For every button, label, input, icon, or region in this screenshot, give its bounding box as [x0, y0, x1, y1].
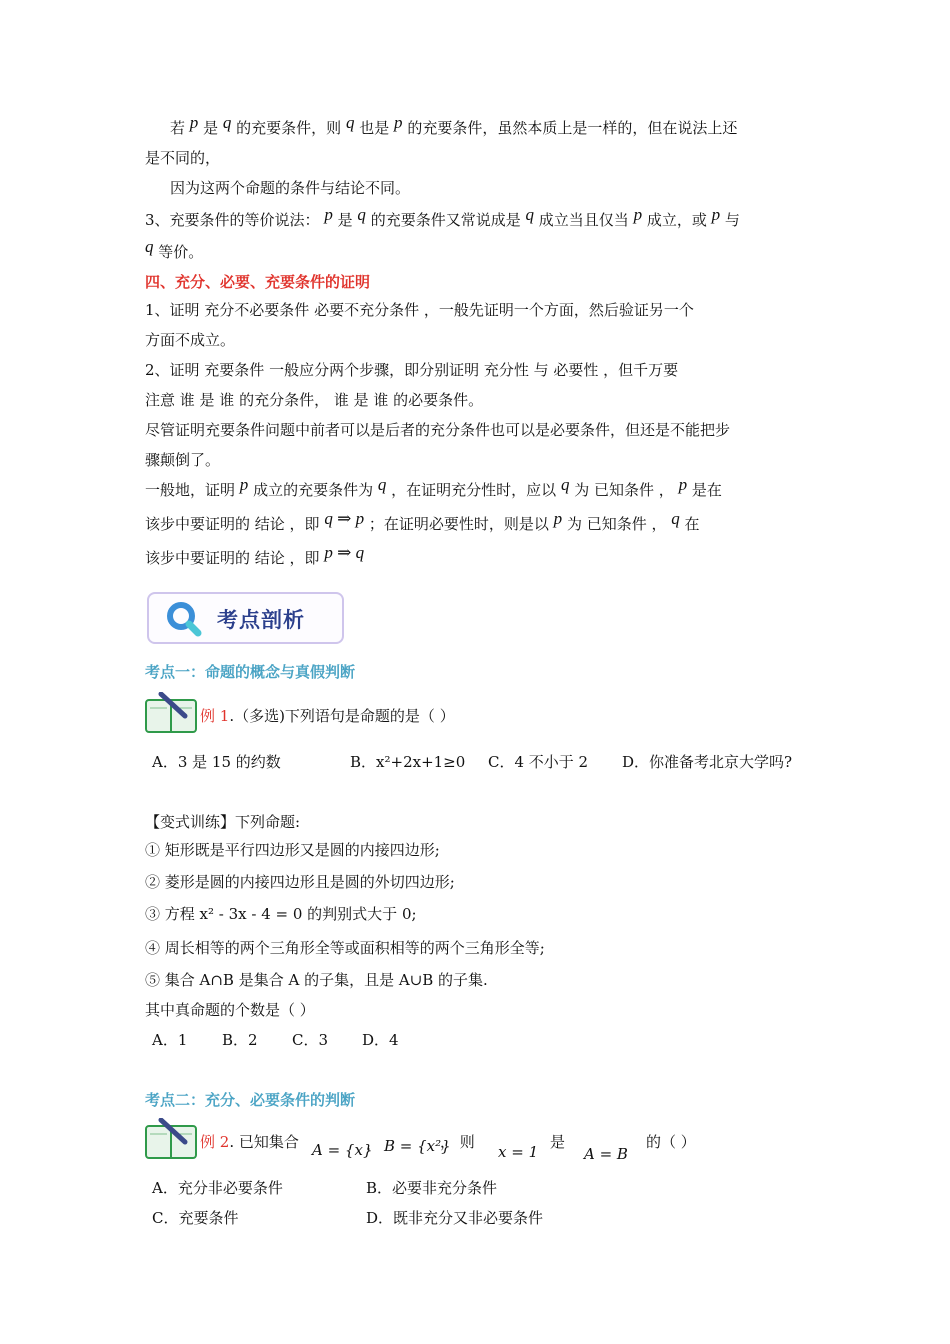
text: 的充要条件又常说成是	[370, 211, 521, 229]
badge-title: 考点剖析	[217, 608, 305, 632]
text-line: 骤颠倒了。	[145, 451, 221, 469]
text-line: 方面不成立。	[145, 331, 236, 349]
var-p: p	[633, 205, 643, 224]
var-q: q	[357, 205, 366, 224]
option-b: B．必要非充分条件	[366, 1179, 498, 1197]
text: 该步中要证明的 结论 ，即	[145, 515, 320, 533]
text: 的充要条件，则	[236, 119, 342, 137]
option-d: D．4	[362, 1031, 399, 1049]
text-line: 是不同的，	[145, 149, 221, 167]
option-a: A．充分非必要条件	[152, 1179, 283, 1197]
example-text: .（多选)下列语句是命题的是（ ）	[229, 707, 455, 725]
example-text: . 已知集合	[229, 1133, 299, 1151]
example-2	[200, 1132, 299, 1152]
set-b: B = {x²}	[384, 1137, 451, 1155]
kaodian-heading: 考点二：充分、必要条件的判断	[145, 1091, 356, 1109]
var-p: p	[394, 113, 403, 132]
text-line	[145, 543, 365, 568]
option-c: C．3	[292, 1031, 329, 1049]
text: 为 已知条件 ，	[574, 481, 674, 499]
var-q: q	[345, 113, 355, 132]
section-heading: 四、充分、必要、充要条件的证明	[145, 273, 371, 291]
example-1	[200, 706, 455, 726]
example-label: 例 2	[200, 1133, 230, 1151]
example-label: 例 1	[200, 707, 230, 725]
var-p: p	[711, 205, 721, 224]
text: 的充要条件，虽然本质上是一样的，但在说法上还	[407, 119, 738, 137]
search-icon	[165, 600, 203, 638]
condition: x = 1	[498, 1143, 539, 1161]
text: ， 则	[440, 1133, 475, 1151]
kaodian-heading: 考点一：命题的概念与真假判断	[145, 663, 356, 681]
var-q: q	[145, 237, 154, 256]
text-line	[145, 237, 204, 262]
implication: p ⇒ q	[324, 543, 365, 562]
text: 在	[684, 515, 700, 533]
option-d: D．你准备考北京大学吗?	[622, 753, 793, 771]
text-line: 1、证明 充分不必要条件 必要不充分条件 ，一般先证明一个方面，然后验证另一个	[145, 301, 694, 319]
book-pencil-icon	[145, 692, 197, 734]
var-p: p	[239, 475, 249, 494]
var-p: p	[553, 509, 563, 528]
text: 的（ ）	[646, 1133, 696, 1151]
text-line	[145, 475, 722, 500]
implication: q ⇒ p	[324, 509, 365, 528]
text: 是	[550, 1133, 566, 1151]
var-q: q	[525, 205, 534, 224]
text-line: 2、证明 充要条件 一般应分两个步骤，即分别证明 充分性 与 必要性 ，但千万要	[145, 361, 679, 379]
text: 若	[170, 119, 186, 137]
training-title: 【变式训练】下列命题:	[145, 813, 301, 831]
text-line	[170, 113, 738, 138]
text: ；在证明必要性时，则是以	[368, 515, 549, 533]
option-b: B．2	[222, 1031, 258, 1049]
text: 也是	[359, 119, 390, 137]
text-line: 尽管证明充要条件问题中前者可以是后者的充分条件也可以是必要条件，但还是不能把步	[145, 421, 731, 439]
option-c: C．4 不小于 2	[488, 753, 589, 771]
option-b: B．x²+2x+1≥0	[350, 753, 466, 771]
var-q: q	[560, 475, 570, 494]
text: 是	[203, 119, 219, 137]
list-item: ① 矩形既是平行四边形又是圆的内接四边形;	[145, 841, 440, 859]
var-p: p	[678, 475, 688, 494]
var-p: p	[189, 113, 199, 132]
var-p: p	[324, 205, 333, 224]
text-line	[145, 509, 700, 534]
option-a: A．1	[152, 1031, 188, 1049]
text-line	[145, 205, 740, 230]
text: 成立，或	[646, 211, 707, 229]
list-item: ④ 周长相等的两个三角形全等或面积相等的两个三角形全等;	[145, 939, 545, 957]
var-q: q	[377, 475, 387, 494]
text-line: 注意 谁 是 谁 的充分条件， 谁 是 谁 的必要条件。	[145, 391, 484, 409]
set-a: A = {x}	[312, 1141, 373, 1159]
list-item: ② 菱形是圆的内接四边形且是圆的外切四边形;	[145, 873, 455, 891]
text: 是在	[691, 481, 722, 499]
text: 一般地，证明	[145, 481, 236, 499]
equation: A = B	[584, 1145, 628, 1163]
text: ，	[366, 1135, 382, 1153]
text: ，在证明充分性时，应以	[391, 481, 557, 499]
question: 其中真命题的个数是（ ）	[145, 1001, 315, 1019]
var-q: q	[222, 113, 232, 132]
text: 是	[337, 211, 353, 229]
text: 该步中要证明的 结论 ，即	[145, 549, 320, 567]
text: 等价。	[158, 243, 204, 261]
book-pencil-icon	[145, 1118, 197, 1160]
option-d: D．既非充分又非必要条件	[366, 1209, 544, 1227]
text: 成立当且仅当	[538, 211, 629, 229]
option-a: A．3 是 15 的约数	[152, 753, 281, 771]
option-c: C．充要条件	[152, 1209, 239, 1227]
section-badge	[147, 592, 342, 644]
text: 3、充要条件的等价说法：	[145, 211, 320, 229]
list-item: ⑤ 集合 A∩B 是集合 A 的子集，且是 A∪B 的子集.	[145, 971, 488, 989]
text: 与	[724, 211, 740, 229]
text-line: 因为这两个命题的条件与结论不同。	[170, 179, 411, 197]
var-q: q	[671, 509, 680, 528]
text: 为 已知条件 ，	[566, 515, 667, 533]
list-item: ③ 方程 x² - 3x - 4 = 0 的判别式大于 0;	[145, 905, 417, 923]
text: 成立的充要条件为	[253, 481, 374, 499]
